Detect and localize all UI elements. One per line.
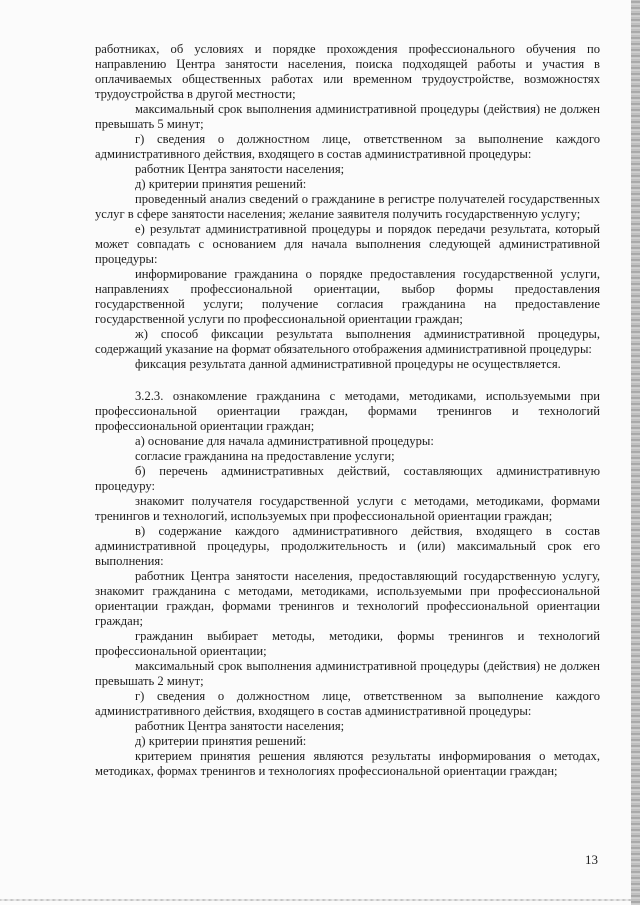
scan-bottom-artifact — [0, 899, 631, 901]
paragraph: знакомит получателя государственной услуги с методами, методиками, формами тренингов и технологий, используемых при профессиональной ориентации граждан; — [95, 494, 600, 523]
paragraph: работник Центра занятости населения, предоставляющий государственную услугу, знакомит гражданина с методами, методиками, используемыми при профессиональной ориентации граждан, формами тренингов и технологий профессиональной ориентации граждан; — [95, 569, 600, 628]
paragraph: согласие гражданина на предоставление услуги; — [135, 449, 395, 463]
paragraph: работниках, об условиях и порядке прохождения профессионального обучения по направлению Центра занятости населения, поиска подходящей работы и участия в оплачиваемых общественных работах или временном трудоустройстве, возможностях трудоустройства в другой местности; — [95, 42, 600, 101]
paragraph: б) перечень административных действий, составляющих административную процедуру: — [95, 464, 600, 493]
paragraph: г) сведения о должностном лице, ответственном за выполнение каждого административного действия, входящего в состав административной процедуры: — [95, 689, 600, 718]
section-heading: 3.2.3. ознакомление гражданина с методами, методиками, используемыми при профессиональной ориентации граждан, формами тренингов и технологий профессиональной ориентации граждан; — [95, 389, 600, 433]
paragraph: максимальный срок выполнения административной процедуры (действия) не должен превышать 5 минут; — [95, 102, 600, 131]
paragraph: д) критерии принятия решений: — [135, 177, 307, 191]
page-number: 13 — [585, 852, 598, 867]
section-gap — [95, 372, 600, 389]
document-body — [95, 42, 600, 779]
paragraph: критерием принятия решения являются результаты информирования о методах, методиках, формах тренингов и технологиях профессиональной ориентации граждан; — [95, 749, 600, 778]
paragraph: информирование гражданина о порядке предоставления государственной услуги, направлениях профессиональной ориентации, выбор формы предоставления государственной услуги; получение согласия гражданина на предоставление государственной услуги по профессиональной ориентации граждан; — [95, 267, 600, 326]
paragraph: г) сведения о должностном лице, ответственном за выполнение каждого административного действия, входящего в состав административной процедуры: — [95, 132, 600, 161]
paragraph: гражданин выбирает методы, методики, формы тренингов и технологий профессиональной ориентации; — [95, 629, 600, 658]
paragraph: ж) способ фиксации результата выполнения административной процедуры, содержащий указание на формат обязательного отображения административной процедуры: — [95, 327, 600, 356]
paragraph: а) основание для начала административной процедуры: — [135, 434, 434, 448]
paragraph: работник Центра занятости населения; — [135, 162, 345, 176]
paragraph: максимальный срок выполнения административной процедуры (действия) не должен превышать 2 минут; — [95, 659, 600, 688]
paragraph: е) результат административной процедуры и порядок передачи результата, который может совпадать с основанием для начала выполнения следующей административной процедуры: — [95, 222, 600, 266]
paragraph: работник Центра занятости населения; — [135, 719, 345, 733]
paragraph: в) содержание каждого административного действия, входящего в состав административной процедуры, продолжительность и (или) максимальный срок его выполнения: — [95, 524, 600, 568]
paragraph: проведенный анализ сведений о гражданине в регистре получателей государственных услуг в сфере занятости населения; желание заявителя получить государственную услугу; — [95, 192, 600, 221]
paragraph: д) критерии принятия решений: — [135, 734, 307, 748]
scan-edge-artifact — [631, 0, 640, 905]
paragraph: фиксация результата данной административной процедуры не осуществляется. — [135, 357, 561, 371]
